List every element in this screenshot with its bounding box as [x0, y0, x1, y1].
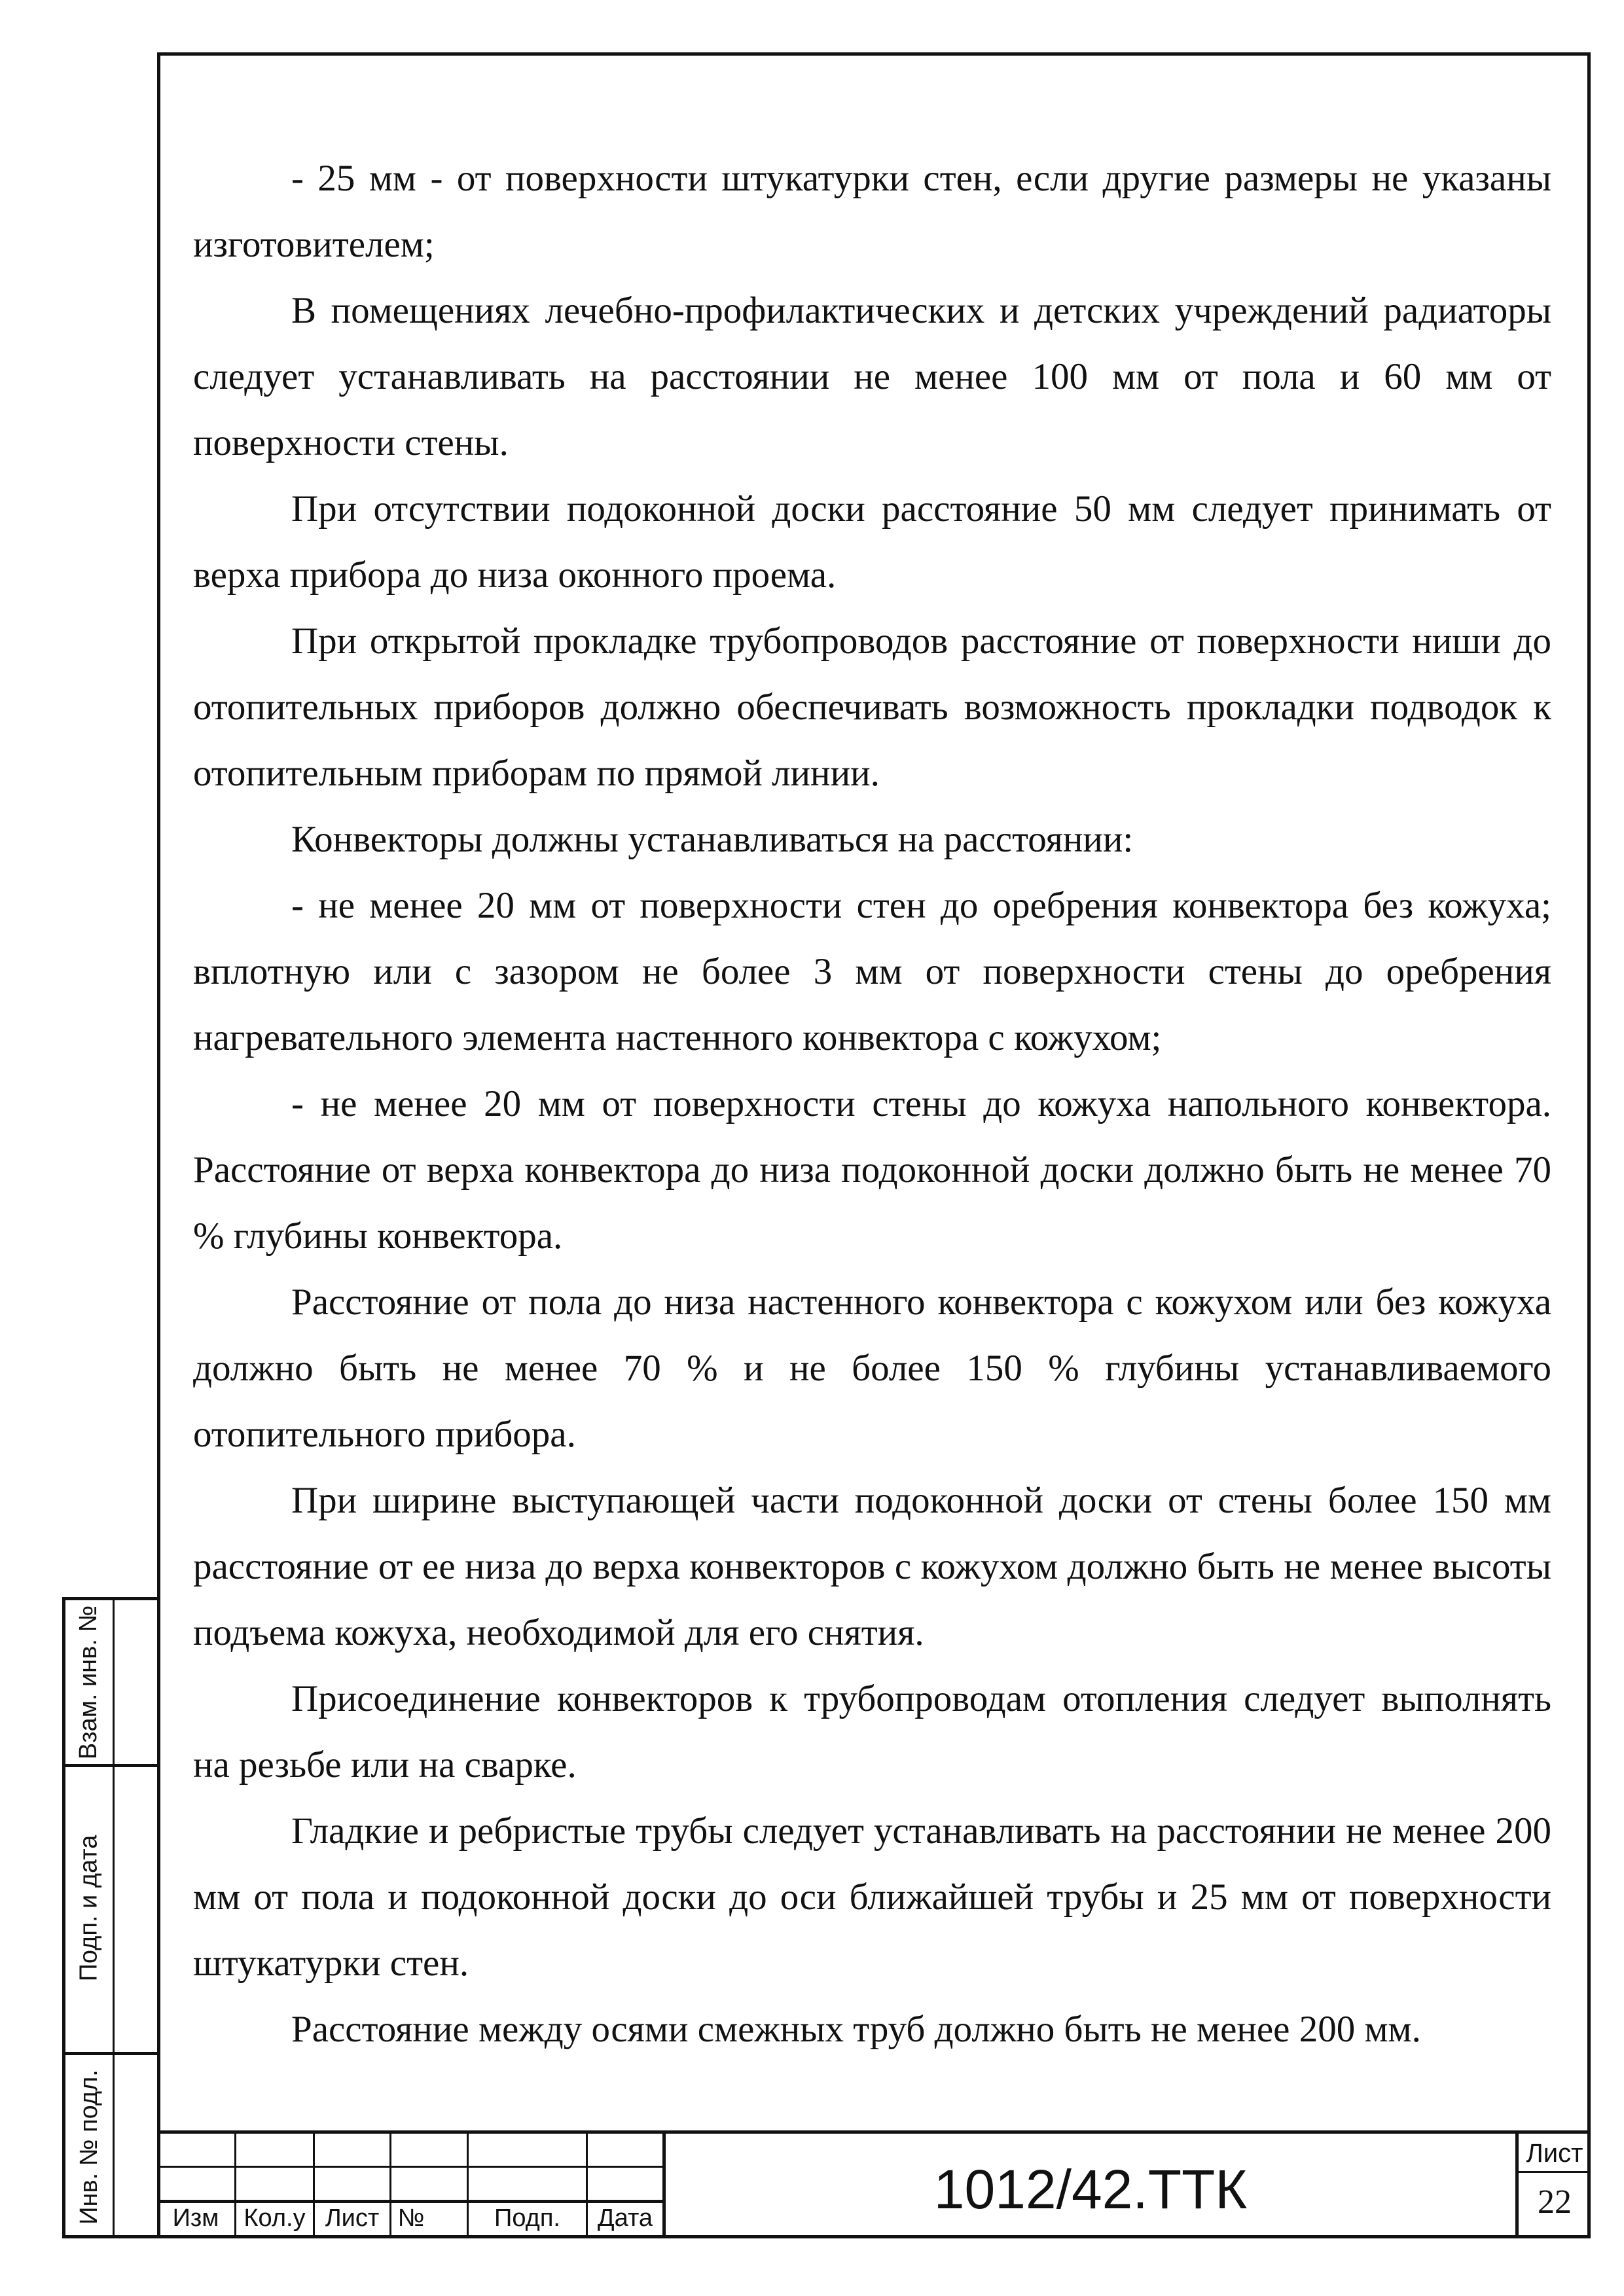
col-data-label: Дата — [597, 2204, 653, 2232]
paragraph: - 25 мм - от поверхности штукатурки стен, если другие размеры не указаны изготовителем; — [193, 158, 1551, 265]
paragraph: При ширине выступающей части подоконной доски от стены более 150 мм расстояние от ее низа до верха конвекторов с кожухом должно быть не менее высоты подъема кожуха, необходимой для его снятия. — [193, 1480, 1551, 1653]
sheet-label: Лист — [1526, 2139, 1583, 2168]
vzam-inv-cell — [65, 1600, 113, 1764]
sheet-number: 22 — [1538, 2183, 1572, 2221]
side-stamp — [62, 1597, 157, 2238]
paragraph: Расстояние от пола до низа настенного конвектора с кожухом или без кожуха должно быть не менее 70 % и не более 150 % глубины устанавливаемого отопительного прибора. — [193, 1282, 1551, 1455]
side-stamp-divider — [113, 1600, 115, 2235]
document-body — [193, 145, 1551, 2062]
paragraph: - не менее 20 мм от поверхности стены до кожуха напольного конвектора. Расстояние от верха конвектора до низа подоконной доски должно быть не менее 70 % глубины конвектора. — [193, 1083, 1551, 1257]
col-kolu-label: Кол.у — [244, 2204, 306, 2232]
col-list-label: Лист — [325, 2204, 380, 2232]
paragraph: Конвекторы должны устанавливаться на расстоянии: — [291, 819, 1134, 860]
podp-data-cell — [65, 1764, 113, 2052]
title-block-top-line — [157, 2130, 1591, 2134]
paragraph: При отсутствии подоконной доски расстояние 50 мм следует принимать от верха прибора до низа оконного проема. — [193, 488, 1551, 596]
title-block-row-line — [157, 2166, 664, 2168]
title-block-row-line — [157, 2200, 664, 2203]
document-code: 1012/42.ТТК — [933, 2158, 1248, 2220]
sheet-row-line — [1515, 2171, 1591, 2173]
inv-podl-cell — [65, 2052, 113, 2242]
paragraph: - не менее 20 мм от поверхности стен до оребрения конвектора без кожуха; вплотную или с зазором не более 3 мм от поверхности стены до оребрения нагревательного элемента настенного конвектора с кожухом; — [193, 885, 1551, 1058]
col-izm-label: Изм — [172, 2204, 219, 2232]
col-podp-label: Подп. — [494, 2204, 560, 2232]
title-block — [157, 2130, 1591, 2238]
paragraph: При открытой прокладке трубопроводов расстояние от поверхности ниши до отопительных приборов должно обеспечивать возможность прокладки подводок к отопительным приборам по прямой линии. — [193, 620, 1551, 794]
col-num-label: № — [397, 2204, 425, 2232]
paragraph: Расстояние между осями смежных труб должно быть не менее 200 мм. — [291, 2009, 1421, 2050]
inv-podl-label: Инв. № подл. — [75, 2069, 103, 2225]
podp-data-label: Подп. и дата — [75, 1835, 103, 1981]
paragraph: Присоединение конвекторов к трубопроводам отопления следует выполнять на резьбе или на сварке. — [193, 1678, 1551, 1785]
paragraph: В помещениях лечебно-профилактических и детских учреждений радиаторы следует устанавливать на расстоянии не менее 100 мм от пола и 60 мм от поверхности стены. — [193, 290, 1551, 463]
vzam-inv-label: Взам. инв. № — [75, 1605, 103, 1759]
paragraph: Гладкие и ребристые трубы следует устанавливать на расстоянии не менее 200 мм от пола и подоконной доски до оси ближайшей трубы и 25 мм от поверхности штукатурки стен. — [193, 1810, 1551, 1984]
